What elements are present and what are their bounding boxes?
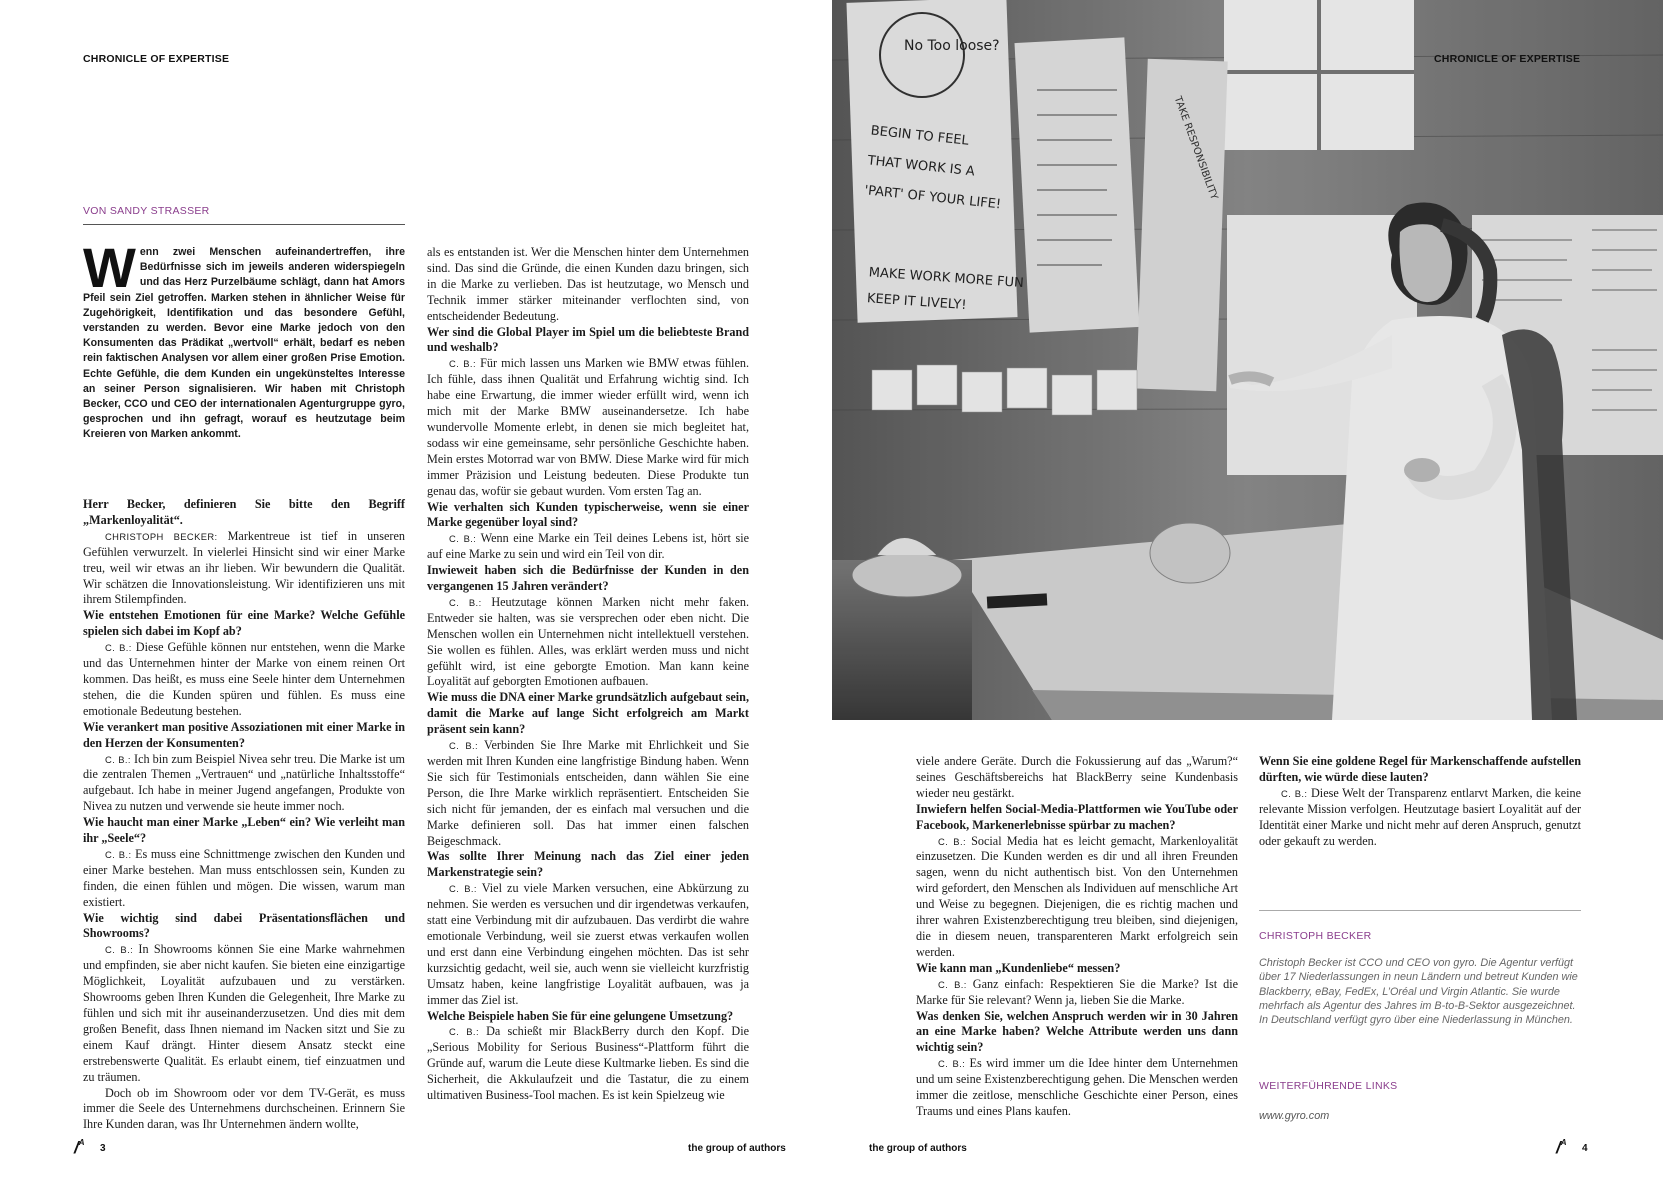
article-column-3 <box>916 754 1238 1120</box>
interview-question: Inwieweit haben sich die Bedürfnisse der Kunden in den vergangenen 15 Jahren verändert? <box>427 563 749 594</box>
speaker-label: C. B.: <box>105 753 131 765</box>
continued-paragraph: als es entstanden ist. Wer die Menschen hinter dem Unternehmen sind. Das sind die Gründe, die einen Kunden dazu bringen, sich in die Marke zu verlieben. Das ist heutzutage, wo Mensch und Technik immer stärker miteinander verflochten sind, von entscheidender Bedeutung. <box>427 245 749 323</box>
speaker-label: C. B.: <box>449 883 477 895</box>
bio-text: Christoph Becker ist CCO und CEO von gyro. Die Agentur verfügt über 17 Niederlassungen in neun Ländern und betreut Kunden wie Blackberry, eBay, FedEx, L’Oréal und Virgin Atlantic. Sie wurde mehrfach als Agentur des Jahres im B-to-B-Sektor ausgezeichnet. In Deutschland verfügt gyro über eine Niederlassung in München. <box>1259 957 1578 1027</box>
continued-paragraph: viele andere Geräte. Durch die Fokussierung auf das „Warum?“ seines Geschäftsbereichs hat BlackBerry seine Kundenbasis wieder neu gestärkt. <box>916 754 1238 800</box>
speaker-label: C. B.: <box>938 1058 966 1070</box>
interview-answer <box>427 881 749 1008</box>
speaker-label: C. B.: <box>1281 787 1308 799</box>
interview-answer <box>427 738 749 849</box>
interview-answer <box>427 1024 749 1104</box>
workshop-photo <box>832 0 1663 720</box>
answer-text: Da schießt mir BlackBerry durch den Kopf. Die „Serious Mobility for Serious Business“-Plattform führt die Gründe auf, warum die Leute diese Kultmarke lieben. Es sind die Sicherheit, die Akkulaufzeit und die Tastatur, die zu einem ultimativen Business-Tool machen. Es ist kein Spielzeug wie <box>427 1024 750 1103</box>
bio-heading: CHRISTOPH BECKER <box>1259 930 1372 942</box>
interview-question: Herr Becker, definieren Sie bitte den Begriff „Markenloyalität“. <box>83 497 405 527</box>
answer-text: Es wird immer um die Idee hinter dem Unternehmen und um seine Existenzberechtigung gehen. Die Menschen werden immer die zeitlose, menschliche Geschichte einer Person, eines Traums und eines Plans kaufen. <box>916 1056 1239 1118</box>
answer-text: Verbinden Sie Ihre Marke mit Ehrlichkeit und Sie werden mit Ihren Kunden eine langfristige Bindung haben. Wenn Sie sich für Testimonials entscheiden, dann wählen Sie eine Person, die Ihre Marke wirklich repräsentiert. Entscheiden Sie sich nicht für jemanden, der es einfach mal versuchen und die Marke definieren soll. Das hat immer einen falschen Beigeschmack. <box>427 738 750 848</box>
links-heading: WEITERFÜHRENDE LINKS <box>1259 1080 1398 1092</box>
board-text-1: No Too loose? <box>904 38 1000 54</box>
interview-answer <box>916 977 1238 1009</box>
interview-answer <box>1259 786 1581 850</box>
left-publisher: the group of authors <box>688 1143 786 1154</box>
interview-question: Wie wichtig sind dabei Präsentationsflächen und Showrooms? <box>83 910 405 941</box>
publisher-logo-icon: /$^A$ <box>74 1138 85 1157</box>
board-text-3: MAKE WORK MORE FUN KEEP IT LIVELY! <box>866 265 1025 314</box>
answer-text: Diese Gefühle können nur entstehen, wenn die Marke und das Unternehmen hinter der Marke von einem reinen Ort kommen. Das heißt, es muss eine Seele hinter dem Unternehmen stehen, die die Kunden spüren und fühlen. Es muss eine emotionale Bedeutung bestehen. <box>83 640 406 718</box>
interview-question: Wie muss die DNA einer Marke grundsätzlich aufgebaut sein, damit die Marke auf lange Sicht erfolgreich am Markt präsent sein kann? <box>427 690 749 737</box>
interview-answer <box>83 752 405 816</box>
speaker-label: C. B.: <box>105 848 132 860</box>
interview-answer <box>427 531 749 563</box>
answer-text: Heutzutage können Marken nicht mehr faken. Entweder sie halten, was sie versprechen oder eben nicht. Die Menschen wollen ein Unternehmen nicht intellektuell verstehen. Sie wollen es fühlen. Alles, was erklärt werden muss und nicht gefühlt wird, ist eine geborgte Emotion. Man kann keine Loyalität auf geborgten Emotionen aufbauen. <box>427 594 750 689</box>
interview-answer <box>916 834 1238 961</box>
answer-text: Social Media hat es leicht gemacht, Markenloyalität einzusetzen. Die Kunden werden es dir und all ihren Freunden sagen, wenn du nicht authentisch bist. Von den Unternehmen wird gefordert, den Menschen als Individuen auf menschliche Art und Weise zu begegnen. Diejenigen, die es richtig machen und ihrer wahren Existenzberechtigung treu bleiben, sind diejenigen, die in diesem neuen, transparenteren Markt erfolgreich sein werden. <box>916 833 1238 959</box>
interview-question: Was sollte Ihrer Meinung nach das Ziel einer jeden Markenstrategie sein? <box>427 849 749 880</box>
left-running-head: CHRONICLE OF EXPERTISE <box>83 53 230 65</box>
lead-paragraph <box>83 236 405 443</box>
interview-answer <box>83 942 405 1085</box>
answer-text: Viel zu viele Marken versuchen, eine Abkürzung zu nehmen. Sie werden es versuchen und dir irgendetwas verkaufen, statt eine Verbindung mit dir aufzubauen. Das verdirbt die wahre emotionale Verbindung, weil sie zuerst etwas verkaufen wollen und erst dann eine Verbindung eingehen möchten. Das ist sehr kurzsichtig gedacht, weil sie, auch wenn sie vielleicht kurzfristig Umsatz haben, keine langfristige Loyalität aufbauen, was ja immer das Ziel ist. <box>427 881 750 1007</box>
interview-question: Was denken Sie, welchen Anspruch werden wir in 30 Jahren an eine Marke haben? Welche Attribute werden uns dann wichtig sein? <box>916 1008 1238 1055</box>
speaker-label: C. B.: <box>449 740 479 752</box>
drop-cap: W <box>83 236 136 299</box>
interview-answer <box>916 1056 1238 1120</box>
answer-text: Diese Welt der Transparenz entlarvt Marken, die keine relevante Mission verfolgen. Heutzutage basiert Loyalität auf der Identität einer Marke und nicht mehr auf deren Anspruch, genutzt oder gekauft zu werden. <box>1259 785 1582 848</box>
left-page-number: 3 <box>100 1143 106 1154</box>
answer-text: Ich bin zum Beispiel Nivea sehr treu. Die Marke ist um die zentralen Themen „Vertrauen“ und „natürliche Inhaltsstoffe“ aufgebaut. Ich habe in meiner Jugend angefangen, Produkte von Nivea zu nutzen und verwende sie heute immer noch. <box>83 751 405 814</box>
interview-question: Inwiefern helfen Social-Media-Plattformen wie YouTube oder Facebook, Markenerlebnisse spürbar zu machen? <box>916 801 1238 832</box>
answer-text: Ganz einfach: Respektieren Sie die Marke? Ist die Marke für Sie relevant? Wenn ja, lieben Sie die Marke. <box>916 976 1238 1007</box>
right-publisher: the group of authors <box>869 1143 967 1154</box>
speaker-label: C. B.: <box>449 596 482 608</box>
interview-question: Welche Beispiele haben Sie für eine gelungene Umsetzung? <box>427 1008 734 1023</box>
speaker-label: C. B.: <box>449 358 476 370</box>
external-link[interactable]: www.gyro.com <box>1259 1110 1330 1122</box>
right-running-head: CHRONICLE OF EXPERTISE <box>1434 53 1581 65</box>
interview-question: Wenn Sie eine goldene Regel für Markenschaffende aufstellen dürften, wie würde diese lauten? <box>1259 754 1581 784</box>
interview-question: Wie verankert man positive Assoziationen mit einer Marke in den Herzen der Konsumenten? <box>83 719 405 750</box>
speaker-label: C. B.: <box>938 835 966 847</box>
speaker-label: C. B.: <box>105 944 134 956</box>
byline: VON SANDY STRASSER <box>83 205 210 217</box>
interview-question: Wie kann man „Kundenliebe“ messen? <box>916 960 1121 975</box>
interview-answer <box>83 847 405 911</box>
board-text-4: TAKE RESPONSIBILITY <box>1171 95 1220 202</box>
workshop-photo-illustration <box>832 0 1663 720</box>
article-column-2 <box>427 245 749 1104</box>
article-column-1 <box>83 497 405 1133</box>
article-column-4 <box>1259 754 1581 849</box>
board-text-2: BEGIN TO FEEL THAT WORK IS A 'PART' OF YOUR LIFE! <box>863 123 1002 213</box>
interview-question: Wer sind die Global Player im Spiel um die beliebteste Brand und weshalb? <box>427 324 749 355</box>
answer-text: Es muss eine Schnittmenge zwischen den Kunden und einer Marke bestehen. Man muss entschlossen sein, Kunden zu finden, die einen fühlen und mögen. Die wissen, warum man existiert. <box>83 846 406 909</box>
publisher-logo-icon: /$^A$ <box>1556 1138 1567 1157</box>
right-page-number: 4 <box>1582 1143 1588 1154</box>
byline-rule <box>83 224 405 225</box>
interview-answer <box>83 640 405 720</box>
interview-answer <box>427 356 749 499</box>
lead-text: enn zwei Menschen aufeinandertreffen, ihre Bedürfnisse sich im jeweils anderen widerspiegeln und das Herz Purzelbäume schlägt, dann hat Amors Pfeil sein Ziel getroffen. Marken stehen in ähnlicher Weise für Zugehörigkeit, Identifikation und das besondere Gefühl, verstanden zu werden. Bevor eine Marke jedoch von den Konsumenten das Prädikat „wertvoll“ erhält, bedarf es neben rein faktischen Analysen vor allem einer großen Prise Emotion. Echte Gefühle, die dem Kunden ein ungekünsteltes Interesse an seiner Person signalisieren. Wir haben mit Christoph Becker, CCO und CEO der internationalen Agenturgruppe gyro, gesprochen und ihn gefragt, worauf es heutzutage beim Kreieren von Marken ankommt. <box>83 246 405 441</box>
interview-question: Wie entstehen Emotionen für eine Marke? Welche Gefühle spielen sich dabei im Kopf ab? <box>83 608 405 639</box>
answer-text: Markentreue ist tief in unseren Gefühlen verwurzelt. In vielerlei Hinsicht sind wir einer Marke treu, weil wir etwas an ihr lieben. Wir bewundern die Qualität. Wir schätzen die Innovationsleistung. Wir identifizieren uns mit ihrem Stilempfinden. <box>83 528 405 607</box>
speaker-label: C. B.: <box>938 978 967 990</box>
interview-question: Wie verhalten sich Kunden typischerweise, wenn sie einer Marke gegenüber loyal sind? <box>427 499 749 530</box>
speaker-label: CHRISTOPH BECKER: <box>105 530 218 542</box>
speaker-label: C. B.: <box>105 642 132 654</box>
interview-answer <box>427 595 749 690</box>
speaker-label: C. B.: <box>449 1026 479 1038</box>
answer-text: In Showrooms können Sie eine Marke wahrnehmen und empfinden, sie aber nicht kaufen. Sie bieten eine einzigartige Möglichkeit, Loyalität aufzubauen und zu verstärken. Showrooms geben Ihren Kunden die Gelegenheit, Ihre Marke zu fühlen und sich mit ihr auseinanderzusetzen. Und dies mit dem großen Benefit, dass Ihnen niemand im Nacken sitzt und Sie zu einem Kauf drängt. Hinter diesem Ansatz steckt eine erstrebenswerte Qualität. Es erlaubt einem, tief einzuatmen und zu träumen. <box>83 942 406 1084</box>
answer-text: Wenn eine Marke ein Teil deines Lebens ist, hört sie auf eine Marke zu sein und wird ein Teil von dir. <box>427 531 749 562</box>
interview-answer <box>83 529 405 609</box>
answer-text: Für mich lassen uns Marken wie BMW etwas fühlen. Ich fühle, dass ihnen Qualität und Erfahrung wichtig sind. Ich habe eine Erwartung, die immer wieder erfüllt wird, wenn ich mich mit der Marke BMW auseinandersetze. Ich habe wundervolle Momente erlebt, in denen sie mich begleitet hat, sodass wir eine gemeinsame, sehr persönliche Geschichte haben. Mein erstes Motorrad war von BMW. Diese Marke wird für mich immer Präzision und Leistung bedeuten. Diese Produkte tun genau das, wofür sie gebaut wurden. Vom ersten Tag an. <box>427 356 749 498</box>
speaker-label: C. B.: <box>449 533 477 545</box>
sidebar-rule <box>1259 910 1581 911</box>
interview-question: Wie haucht man einer Marke „Leben“ ein? Wie verleiht man ihr „Seele“? <box>83 815 405 846</box>
body-paragraph: Doch ob im Showroom oder vor dem TV-Gerät, es muss immer die Seele des Unternehmens durchscheinen. Erinnern Sie Ihre Kunden daran, was Ihr Unternehmen ändern wollte, <box>83 1085 405 1132</box>
